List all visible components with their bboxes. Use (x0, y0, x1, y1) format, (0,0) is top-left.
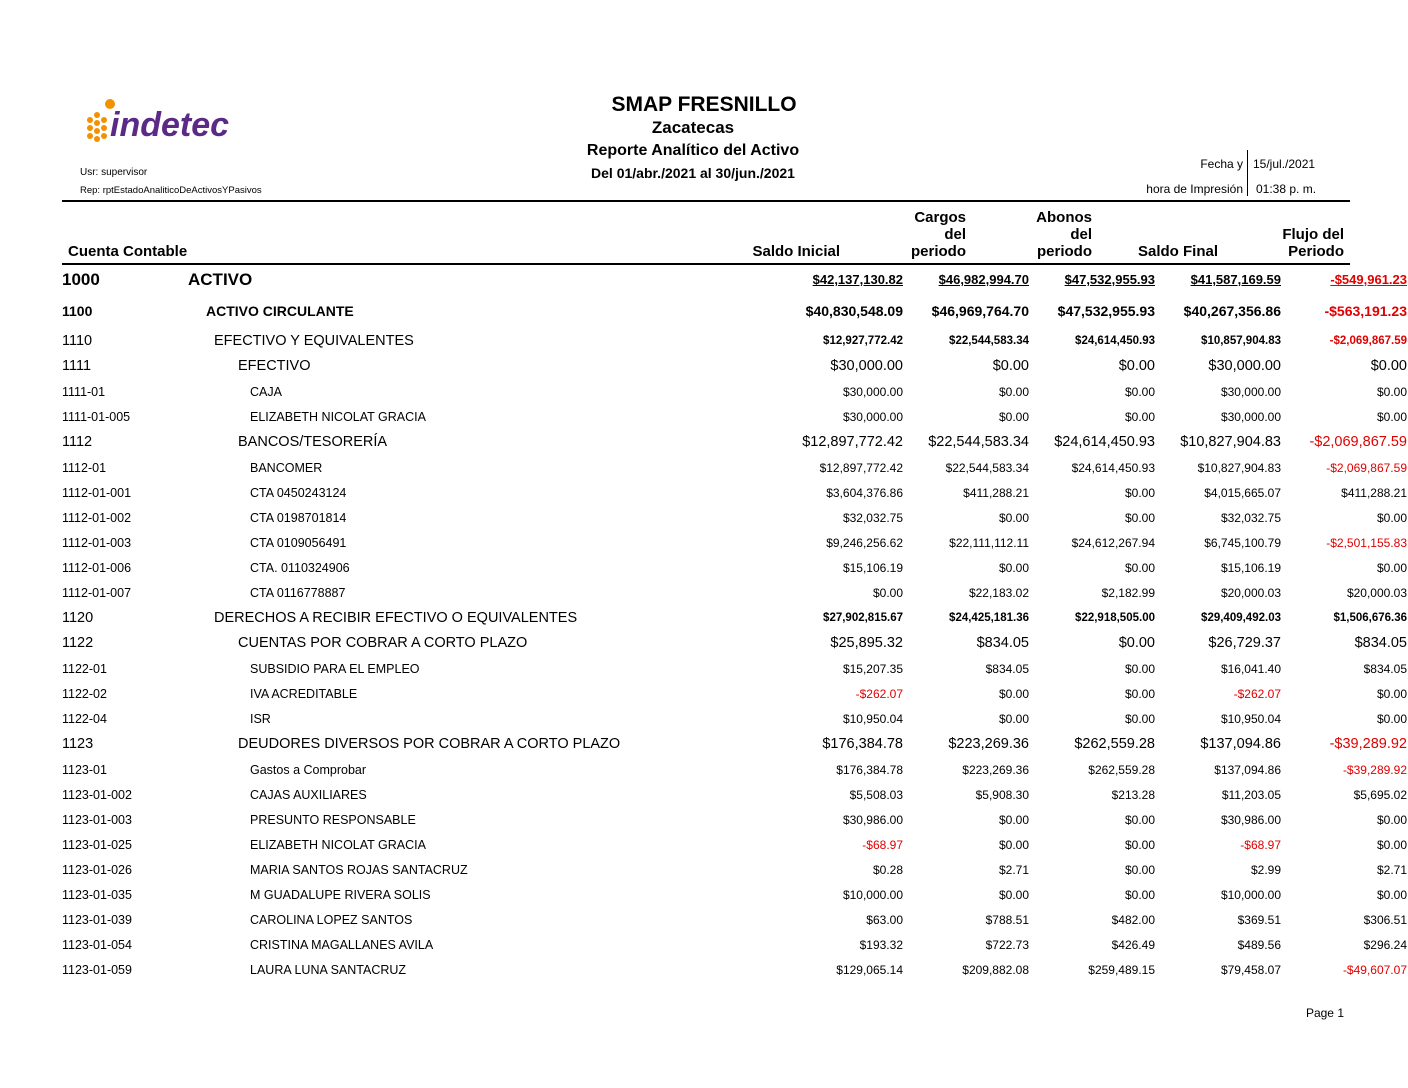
account-name: CAROLINA LOPEZ SANTOS (250, 912, 413, 927)
value-abonos: $0.00 (1124, 510, 1155, 525)
value-cargos: $22,544,583.34 (945, 460, 1029, 475)
value-saldo-final: $137,094.86 (1200, 736, 1281, 752)
value-abonos: $24,614,450.93 (1075, 334, 1155, 347)
account-name: LAURA LUNA SANTACRUZ (250, 962, 407, 977)
value-saldo-inicial: -$68.97 (862, 837, 903, 852)
account-code: 1112-01-007 (62, 585, 132, 600)
value-saldo-final: $79,458.07 (1220, 962, 1281, 977)
report-period: Del 01/abr./2021 al 30/jun./2021 (591, 165, 795, 181)
value-saldo-final: $11,203.05 (1221, 787, 1281, 802)
value-saldo-final: $30,986.00 (1220, 812, 1281, 827)
col-saldo-inicial: Saldo Inicial (752, 243, 840, 260)
col-flujo: Flujo del Periodo (1282, 226, 1344, 260)
value-cargos: $0.00 (998, 812, 1029, 827)
value-abonos: $259,489.15 (1088, 962, 1155, 977)
account-name: M GUADALUPE RIVERA SOLIS (250, 887, 431, 902)
value-saldo-inicial: $12,897,772.42 (802, 434, 903, 450)
value-saldo-inicial: $10,950.04 (842, 711, 903, 726)
value-abonos: $24,614,450.93 (1071, 460, 1155, 475)
value-saldo-final: $15,106.19 (1220, 560, 1281, 575)
value-abonos: $0.00 (1124, 485, 1155, 500)
table-row (62, 555, 1407, 580)
value-cargos: $0.00 (998, 384, 1029, 399)
value-saldo-inicial: $3,604,376.86 (826, 485, 903, 500)
value-abonos: $262,559.28 (1074, 736, 1155, 752)
table-row (62, 706, 1407, 731)
value-abonos: $0.00 (1118, 635, 1155, 651)
date-label: Fecha y (1200, 157, 1243, 171)
header-top-rule (62, 200, 1350, 202)
value-saldo-inicial: $27,902,815.67 (823, 611, 903, 624)
value-cargos: $46,969,764.70 (931, 302, 1029, 319)
value-saldo-final: $369.51 (1237, 912, 1281, 927)
value-saldo-inicial: $176,384.78 (836, 762, 903, 777)
value-abonos: $47,532,955.93 (1064, 272, 1155, 287)
table-row (62, 353, 1407, 379)
table-row (62, 681, 1407, 706)
account-code: 1123-01-059 (62, 962, 132, 977)
account-name: Gastos a Comprobar (250, 762, 367, 777)
account-code: 1122 (62, 635, 94, 651)
account-name: PRESUNTO RESPONSABLE (250, 812, 416, 827)
value-flujo: $0.00 (1370, 358, 1407, 374)
value-flujo: $834.05 (1354, 635, 1407, 651)
value-flujo: -$49,607.07 (1342, 962, 1407, 977)
value-flujo: $296.24 (1363, 937, 1407, 952)
value-saldo-inicial: $129,065.14 (836, 962, 903, 977)
table-row (62, 807, 1407, 832)
value-saldo-inicial: $12,897,772.42 (819, 460, 903, 475)
value-cargos: $209,882.08 (962, 962, 1029, 977)
account-code: 1122-02 (62, 686, 107, 701)
value-cargos: $788.51 (985, 912, 1029, 927)
account-name: DEUDORES DIVERSOS POR COBRAR A CORTO PLAZO (238, 736, 621, 752)
account-name: ISR (250, 711, 271, 726)
account-code: 1000 (62, 269, 100, 289)
account-name: CTA 0109056491 (250, 535, 347, 550)
account-code: 1122-01 (62, 661, 107, 676)
col-saldo-final: Saldo Final (1137, 243, 1218, 260)
value-saldo-final: $20,000.03 (1220, 585, 1281, 600)
account-code: 1120 (62, 609, 94, 626)
value-flujo: $0.00 (1376, 887, 1407, 902)
value-cargos: $0.00 (998, 686, 1029, 701)
value-cargos: $223,269.36 (948, 736, 1029, 752)
account-code: 1123 (62, 736, 94, 752)
account-name: MARIA SANTOS ROJAS SANTACRUZ (250, 862, 468, 877)
account-code: 1123-01 (62, 762, 107, 777)
print-date: 15/jul./2021 (1253, 157, 1316, 171)
value-cargos: $0.00 (998, 409, 1029, 424)
value-cargos: $0.00 (998, 887, 1029, 902)
value-cargos: $834.05 (985, 661, 1029, 676)
value-saldo-final: $41,587,169.59 (1190, 272, 1281, 287)
value-cargos: $2.71 (998, 862, 1029, 877)
value-flujo: $0.00 (1376, 560, 1407, 575)
table-row (62, 429, 1407, 455)
account-name: CTA 0116778887 (250, 585, 346, 600)
value-abonos: $2,182.99 (1101, 585, 1155, 600)
account-code: 1122-04 (62, 711, 107, 726)
value-flujo: $0.00 (1376, 686, 1407, 701)
account-code: 1112-01-006 (62, 560, 132, 575)
value-saldo-inicial: $15,106.19 (842, 560, 903, 575)
value-flujo: -$2,069,867.59 (1329, 334, 1407, 347)
account-code: 1100 (62, 302, 93, 319)
value-saldo-final: -$68.97 (1240, 837, 1281, 852)
table-row (62, 480, 1407, 505)
entity-title: SMAP FRESNILLO (611, 93, 797, 116)
value-cargos: $24,425,181.36 (949, 611, 1029, 624)
value-abonos: $0.00 (1124, 409, 1155, 424)
account-name: IVA ACREDITABLE (250, 686, 358, 701)
value-cargos: $46,982,994.70 (938, 272, 1029, 287)
account-name: EFECTIVO Y EQUIVALENTES (214, 332, 414, 349)
value-cargos: $22,544,583.34 (949, 334, 1029, 347)
table-row (62, 882, 1407, 907)
value-saldo-inicial: -$262.07 (855, 686, 903, 701)
value-cargos: $0.00 (998, 510, 1029, 525)
account-code: 1123-01-054 (62, 937, 132, 952)
value-saldo-inicial: $30,000.00 (830, 358, 903, 374)
account-code: 1111 (62, 358, 92, 374)
value-flujo: -$563,191.23 (1324, 302, 1407, 319)
value-flujo: -$39,289.92 (1342, 762, 1407, 777)
table-row (62, 580, 1407, 605)
value-cargos: $22,111,112.11 (949, 535, 1029, 550)
value-saldo-final: $26,729.37 (1208, 635, 1281, 651)
table-row (62, 293, 1407, 328)
value-saldo-final: $10,827,904.83 (1197, 460, 1281, 475)
account-code: 1112-01 (62, 460, 107, 475)
table-row (62, 455, 1407, 480)
account-name: CAJA (250, 384, 282, 399)
value-flujo: $5,695.02 (1353, 787, 1407, 802)
account-name: EFECTIVO (238, 358, 311, 374)
value-saldo-final: $32,032.75 (1220, 510, 1281, 525)
account-code: 1123-01-003 (62, 812, 132, 827)
value-flujo: -$549,961.23 (1330, 272, 1407, 287)
value-saldo-final: $10,827,904.83 (1180, 434, 1281, 450)
value-abonos: $0.00 (1124, 711, 1155, 726)
value-abonos: $0.00 (1124, 887, 1155, 902)
table-row (62, 605, 1407, 630)
value-cargos: $0.00 (992, 358, 1029, 374)
value-cargos: $834.05 (976, 635, 1029, 651)
table-row (62, 731, 1407, 757)
account-name: ACTIVO CIRCULANTE (206, 302, 354, 319)
value-saldo-inicial: $30,000.00 (842, 409, 903, 424)
account-name: DERECHOS A RECIBIR EFECTIVO O EQUIVALENTES (214, 609, 578, 626)
value-saldo-final: $489.56 (1237, 937, 1281, 952)
value-saldo-inicial: $42,137,130.82 (812, 272, 903, 287)
value-saldo-inicial: $5,508.03 (849, 787, 903, 802)
value-saldo-inicial: $0.00 (872, 585, 903, 600)
print-time: 01:38 p. m. (1256, 182, 1317, 196)
svg-text:indetec: indetec (110, 106, 230, 144)
table-row (62, 266, 1407, 293)
value-cargos: $223,269.36 (962, 762, 1029, 777)
table-row (62, 857, 1407, 882)
value-cargos: $0.00 (998, 711, 1029, 726)
account-code: 1123-01-035 (62, 887, 132, 902)
user-label: Usr: supervisor (80, 167, 148, 178)
value-cargos: $22,544,583.34 (928, 434, 1029, 450)
report-id: Rep: rptEstadoAnaliticoDeActivosYPasivos (80, 185, 262, 196)
table-row (62, 907, 1407, 932)
table-row (62, 757, 1407, 782)
value-saldo-inicial: $25,895.32 (830, 635, 903, 651)
account-code: 1123-01-002 (62, 787, 132, 802)
accounts-table (62, 266, 1407, 982)
value-saldo-final: $40,267,356.86 (1183, 302, 1281, 319)
table-row (62, 379, 1407, 404)
page-number: Page 1 (1305, 1006, 1344, 1020)
value-abonos: $0.00 (1124, 812, 1155, 827)
value-abonos: $0.00 (1118, 358, 1155, 374)
table-row (62, 932, 1407, 957)
value-saldo-inicial: $30,000.00 (842, 384, 903, 399)
value-abonos: $0.00 (1124, 384, 1155, 399)
value-abonos: $24,612,267.94 (1071, 535, 1155, 550)
value-abonos: $24,614,450.93 (1054, 434, 1155, 450)
value-saldo-final: $10,000.00 (1220, 887, 1281, 902)
table-row (62, 505, 1407, 530)
value-flujo: $2.71 (1376, 862, 1407, 877)
table-row (62, 832, 1407, 857)
account-code: 1112-01-001 (62, 485, 132, 500)
value-saldo-inicial: $32,032.75 (842, 510, 903, 525)
report-title: Reporte Analítico del Activo (586, 142, 800, 159)
value-cargos: $722.73 (985, 937, 1029, 952)
value-saldo-inicial: $193.32 (859, 937, 903, 952)
value-abonos: $0.00 (1124, 686, 1155, 701)
account-name: BANCOS/TESORERÍA (238, 434, 388, 450)
value-abonos: $426.49 (1111, 937, 1155, 952)
account-name: CTA 0450243124 (250, 485, 347, 500)
time-label: hora de Impresión (1146, 182, 1243, 196)
value-flujo: $306.51 (1363, 912, 1407, 927)
value-abonos: $0.00 (1124, 837, 1155, 852)
value-cargos: $22,183.02 (968, 585, 1029, 600)
account-code: 1111-01 (62, 384, 106, 399)
value-cargos: $0.00 (998, 837, 1029, 852)
value-abonos: $262,559.28 (1088, 762, 1155, 777)
value-abonos: $22,918,505.00 (1075, 611, 1155, 624)
table-row (62, 530, 1407, 555)
account-code: 1123-01-026 (62, 862, 132, 877)
account-name: CRISTINA MAGALLANES AVILA (250, 937, 434, 952)
value-saldo-inicial: $176,384.78 (822, 736, 903, 752)
account-name: ACTIVO (188, 269, 253, 289)
value-abonos: $0.00 (1124, 862, 1155, 877)
account-name: CUENTAS POR COBRAR A CORTO PLAZO (238, 635, 528, 651)
value-saldo-final: $29,409,492.03 (1201, 611, 1281, 624)
value-saldo-inicial: $30,986.00 (842, 812, 903, 827)
account-name: SUBSIDIO PARA EL EMPLEO (250, 661, 420, 676)
value-saldo-inicial: $12,927,772.42 (823, 334, 903, 347)
value-saldo-final: $137,094.86 (1214, 762, 1281, 777)
value-saldo-inicial: $9,246,256.62 (826, 535, 903, 550)
value-saldo-final: $30,000.00 (1220, 384, 1281, 399)
value-abonos: $213.28 (1111, 787, 1155, 802)
account-name: BANCOMER (250, 460, 323, 475)
value-abonos: $47,532,955.93 (1057, 302, 1155, 319)
value-saldo-final: -$262.07 (1233, 686, 1281, 701)
col-abonos: Abonos del periodo (1036, 209, 1092, 260)
account-name: CTA 0198701814 (250, 510, 347, 525)
col-cargos: Cargos del periodo (911, 209, 966, 260)
value-saldo-final: $10,857,904.83 (1201, 334, 1281, 347)
account-name: ELIZABETH NICOLAT GRACIA (250, 409, 426, 424)
value-flujo: $0.00 (1376, 812, 1407, 827)
account-code: 1112-01-003 (62, 535, 132, 550)
account-name: CAJAS AUXILIARES (250, 787, 367, 802)
table-row (62, 328, 1407, 353)
account-code: 1112 (62, 434, 93, 450)
state-title: Zacatecas (651, 118, 735, 137)
value-flujo: $834.05 (1363, 661, 1407, 676)
col-cuenta: Cuenta Contable (68, 243, 188, 260)
value-saldo-inicial: $10,000.00 (842, 887, 903, 902)
value-flujo: $0.00 (1376, 711, 1407, 726)
value-saldo-final: $30,000.00 (1220, 409, 1281, 424)
value-saldo-inicial: $40,830,548.09 (805, 302, 903, 319)
header-bottom-rule (62, 263, 1350, 265)
account-code: 1123-01-039 (62, 912, 132, 927)
table-row (62, 782, 1407, 807)
value-flujo: $1,506,676.36 (1333, 611, 1407, 624)
value-flujo: -$2,501,155.83 (1326, 535, 1407, 550)
value-flujo: $20,000.03 (1346, 585, 1407, 600)
table-row (62, 656, 1407, 681)
account-code: 1123-01-025 (62, 837, 132, 852)
value-abonos: $0.00 (1124, 661, 1155, 676)
account-code: 1112-01-002 (62, 510, 132, 525)
value-saldo-final: $4,015,665.07 (1204, 485, 1281, 500)
value-flujo: $0.00 (1376, 510, 1407, 525)
account-code: 1111-01-005 (62, 409, 131, 424)
value-flujo: -$39,289.92 (1329, 736, 1407, 752)
value-abonos: $0.00 (1124, 560, 1155, 575)
value-cargos: $5,908.30 (975, 787, 1029, 802)
value-saldo-inicial: $15,207.35 (842, 661, 903, 676)
value-saldo-inicial: $63.00 (866, 912, 903, 927)
table-row (62, 404, 1407, 429)
value-cargos: $411,288.21 (963, 485, 1029, 500)
table-row (62, 957, 1407, 982)
value-saldo-final: $16,041.40 (1220, 661, 1281, 676)
account-code: 1110 (62, 332, 93, 349)
value-flujo: $0.00 (1376, 384, 1407, 399)
value-saldo-inicial: $0.28 (872, 862, 903, 877)
value-flujo: $0.00 (1376, 837, 1407, 852)
value-saldo-final: $30,000.00 (1208, 358, 1281, 374)
table-row (62, 630, 1407, 656)
value-saldo-final: $10,950.04 (1220, 711, 1281, 726)
value-flujo: $411,288.21 (1341, 485, 1407, 500)
value-flujo: -$2,069,867.59 (1309, 434, 1407, 450)
account-name: ELIZABETH NICOLAT GRACIA (250, 837, 426, 852)
value-cargos: $0.00 (998, 560, 1029, 575)
value-abonos: $482.00 (1111, 912, 1155, 927)
value-flujo: $0.00 (1376, 409, 1407, 424)
value-flujo: -$2,069,867.59 (1326, 460, 1407, 475)
date-separator (1247, 150, 1248, 196)
account-name: CTA. 0110324906 (250, 560, 350, 575)
value-saldo-final: $6,745,100.79 (1204, 535, 1281, 550)
value-saldo-final: $2.99 (1250, 862, 1281, 877)
